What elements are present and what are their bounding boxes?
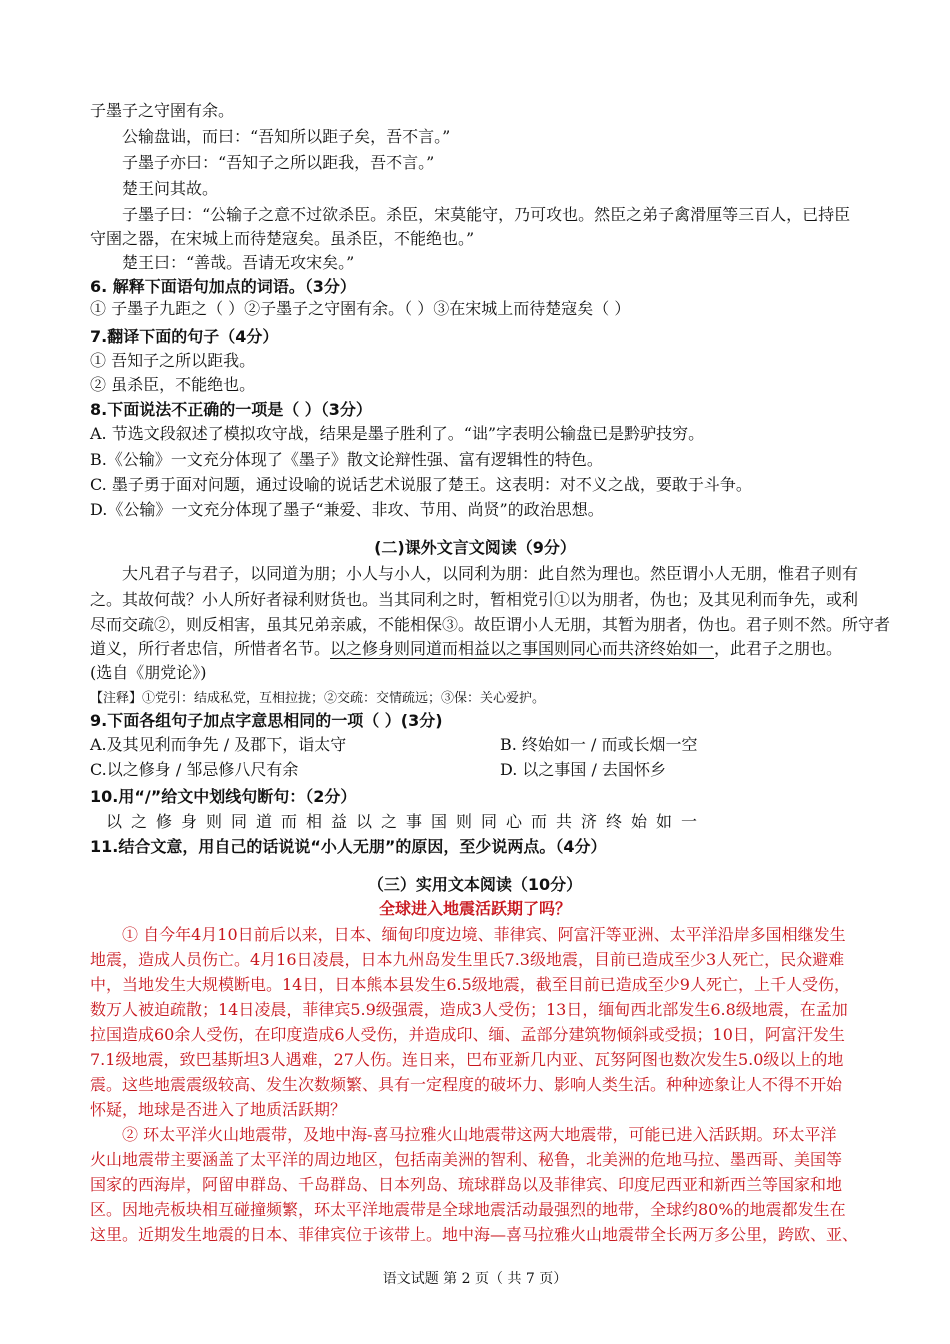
question-9-option-b: B. 终始如一 / 而或长烟一空 [500, 735, 698, 754]
article-line: 7.1级地震，致巴基斯坦3人遇难，27人伤。连日来，巴布亚新几内亚、瓦努阿图也数次发生5.0级以上的地 [90, 1050, 844, 1069]
text-line: 公输盘诎，而曰：“吾知所以距子矣，吾不言。” [122, 127, 451, 146]
article-line: 数万人被迫疏散；14日凌晨，菲律宾5.9级强震，造成3人受伤；13日，缅甸西北部发生6.8级地震，在孟加 [90, 1000, 848, 1019]
question-8-option: A. 节选文段叙述了模拟攻守战，结果是墨子胜利了。“诎”字表明公输盘已是黔驴技穷。 [90, 424, 705, 443]
article-line: 地震，造成人员伤亡。4月16日凌晨，日本九州岛发生里氏7.3级地震，目前已造成至少3人死亡，民众避难 [90, 950, 845, 969]
article-line: 中，当地发生大规模断电。14日，日本熊本县发生6.5级地震，截至目前已造成至少9人死亡，上千人受伤， [90, 975, 850, 994]
question-9-option-c: C.以之修身 / 邹忌修八尺有余 [90, 760, 299, 779]
article-line: 这里。近期发生地震的日本、菲律宾位于该带上。地中海—喜马拉雅火山地震带全长两万多公里，跨欧、亚、 [90, 1225, 859, 1244]
page-footer: 语文试题 第 2 页（ 共 7 页） [382, 1271, 568, 1287]
text-line: 守圉之器，在宋城上而待楚寇矣。虽杀臣，不能绝也。” [90, 229, 475, 248]
passage-line: 大凡君子与君子，以同道为朋；小人与小人，以同利为朋：此自然为理也。然臣谓小人无朋，惟君子则有 [122, 564, 859, 583]
annotation-note: 【注释】①党引：结成私党，互相拉拢；②交疏：交情疏远；③保：关心爱护。 [90, 691, 546, 706]
section-2-title: (二)课外文言文阅读（9分） [374, 538, 576, 557]
article-line: 拉国造成60余人受伤，在印度造成6人受伤，并造成印、缅、孟部分建筑物倾斜或受损；10日，阿富汗发生 [90, 1025, 845, 1044]
question-9-option-d: D. 以之事国 / 去国怀乡 [500, 760, 666, 779]
passage-line [90, 638, 842, 660]
text-line: 楚王问其故。 [122, 179, 219, 198]
text-line: 楚王曰：“善哉。吾请无攻宋矣。” [122, 253, 355, 272]
article-title: 全球进入地震活跃期了吗？ [378, 899, 571, 918]
text-line: 子墨子之守圉有余。 [90, 101, 235, 120]
question-8-option: D.《公输》一文充分体现了墨子“兼爱、非攻、节用、尚贤”的政治思想。 [90, 500, 604, 519]
question-6-items: ① 子墨子九距之（ ）②子墨子之守圉有余。（ ）③在宋城上而待楚寇矣（ ） [90, 299, 631, 318]
question-7-item: ① 吾知子之所以距我。 [90, 351, 256, 370]
question-7-title: 7.翻译下面的句子（4分） [90, 327, 279, 346]
article-line: 震。这些地震震级较高、发生次数频繁、具有一定程度的破坏力、影响人类生活。种种迹象让人不得不开始 [90, 1075, 843, 1094]
text-line: 子墨子亦曰：“吾知子之所以距我，吾不言。” [122, 153, 435, 172]
article-line: 国家的西海岸，阿留申群岛、千岛群岛、日本列岛、琉球群岛以及菲律宾、印度尼西亚和新西兰等国家和地 [90, 1175, 843, 1194]
question-10-sentence: 以之修身则同道而相益以之事国则同心而共济终始如一 [106, 812, 707, 831]
question-11-title: 11.结合文意，用自己的话说说“小人无朋”的原因，至少说两点。（4分） [90, 837, 607, 856]
section-3-title: （三）实用文本阅读（10分） [367, 875, 583, 894]
underlined-sentence: 以之修身则同道而相益以之事国则同心而共济终始如一 [330, 639, 715, 658]
question-9-option-a: A.及其见利而争先 / 及郡下，诣太守 [90, 735, 347, 754]
question-8-title: 8.下面说法不正确的一项是（ ）（3分） [90, 400, 372, 419]
question-8-option: C. 墨子勇于面对问题，通过设喻的说话艺术说服了楚王。这表明：对不义之战，要敢于斗争。 [90, 475, 752, 494]
text-line: 子墨子曰：“公输子之意不过欲杀臣。杀臣，宋莫能守，乃可攻也。然臣之弟子禽滑厘等三百人，已持臣 [122, 205, 851, 224]
question-8-option: B.《公输》一文充分体现了《墨子》散文论辩性强、富有逻辑性的特色。 [90, 450, 603, 469]
passage-text: 道义，所行者忠信，所惜者名节。 [90, 639, 331, 658]
article-line: 怀疑，地球是否进入了地质活跃期？ [90, 1100, 347, 1119]
question-6-title: 6. 解释下面语句加点的词语。（3分） [90, 277, 356, 296]
passage-source: (选自《朋党论》) [90, 663, 207, 682]
question-9-title: 9.下面各组句子加点字意思相同的一项（ ）(3分) [90, 711, 443, 730]
article-line: 区。因地壳板块相互碰撞频繁，环太平洋地震带是全球地震活动最强烈的地带，全球约80%的地震都发生在 [90, 1200, 846, 1219]
question-10-title: 10.用“/”给文中划线句断句：（2分） [90, 787, 357, 806]
passage-line: 尽而交疏②，则反相害，虽其兄弟亲戚，不能相保③。故臣谓小人无朋，其暂为朋者，伪也。君子则不然。所守者 [90, 615, 891, 634]
article-line: 火山地震带主要涵盖了太平洋的周边地区，包括南美洲的智利、秘鲁，北美洲的危地马拉、墨西哥、美国等 [90, 1150, 843, 1169]
question-7-item: ② 虽杀臣，不能绝也。 [90, 375, 256, 394]
passage-text: ，此君子之朋也。 [714, 639, 843, 658]
passage-line: 之。其故何哉？小人所好者禄利财货也。当其同利之时，暂相党引①以为朋者，伪也；及其见利而争先，或利 [90, 590, 859, 609]
article-line: ① 自今年4月10日前后以来，日本、缅甸印度边境、菲律宾、阿富汗等亚洲、太平洋沿岸多国相继发生 [122, 925, 846, 944]
article-line: ② 环太平洋火山地震带，及地中海-喜马拉雅火山地震带这两大地震带，可能已进入活跃期。环太平洋 [122, 1125, 837, 1144]
